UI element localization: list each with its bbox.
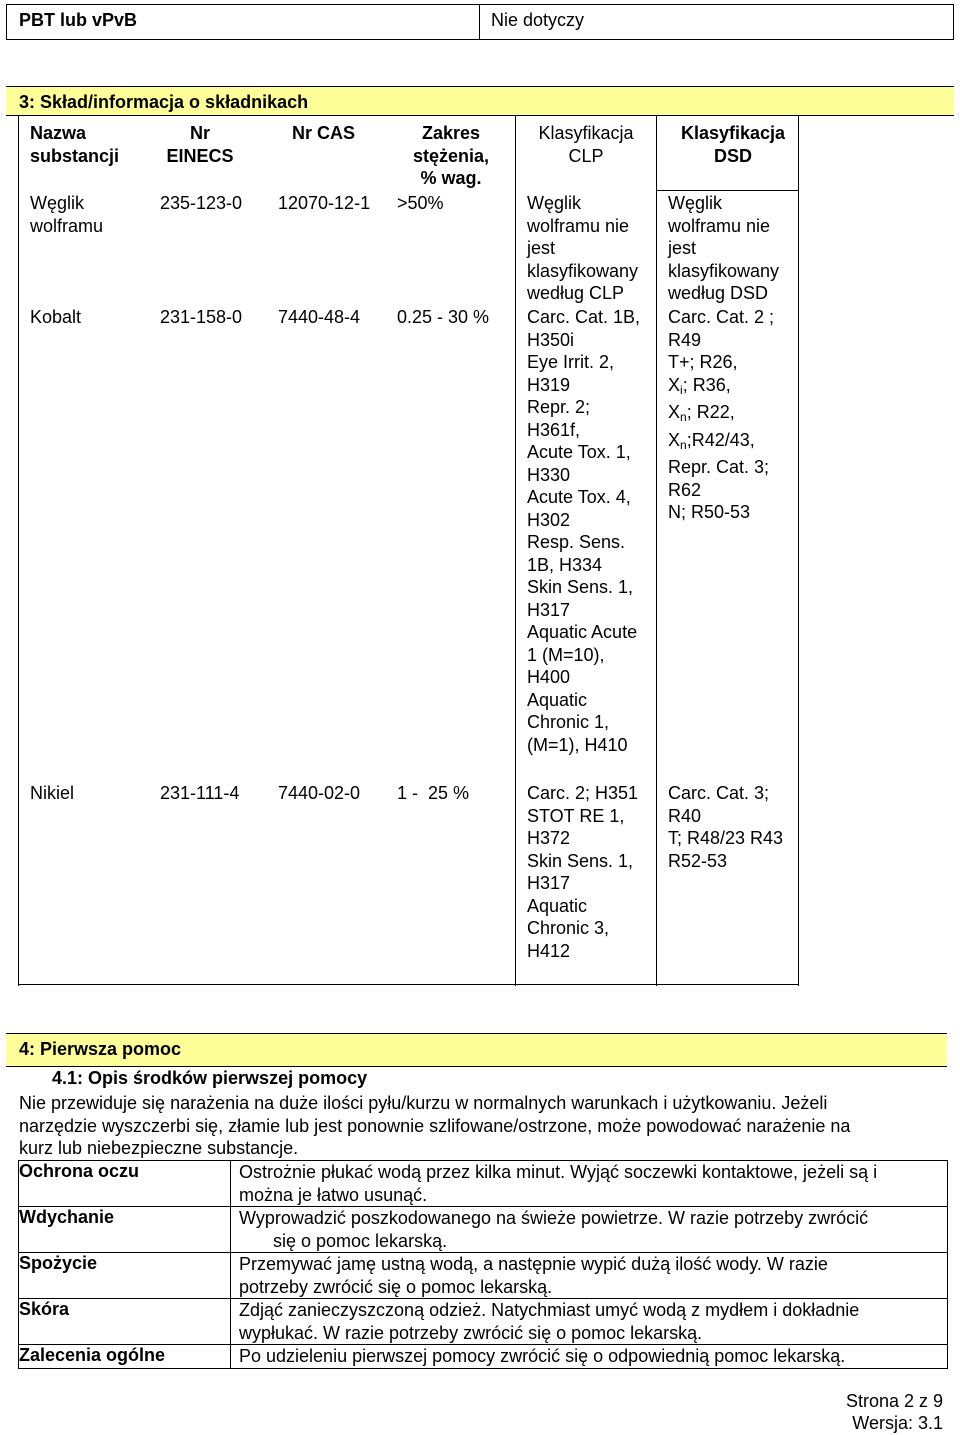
ingestion-text: Przemywać jamę ustną wodą, a następnie wypić dużą ilość wody. W razie potrzeby zwrócić się o pomoc lekarską.: [239, 1254, 828, 1297]
row-1-cas: 12070-12-1: [278, 193, 371, 213]
row-3-clp: Carc. 2; H351 STOT RE 1, H372 Skin Sens. 1, H317 Aquatic Chronic 3, H412: [527, 783, 639, 961]
ingestion-label: Spożycie: [19, 1253, 98, 1273]
header-clp: Klasyfikacja CLP: [538, 123, 634, 166]
page-number: Strona 2 z 9: [845, 1391, 943, 1411]
row-2-cas: 7440-48-4: [278, 307, 361, 327]
version: Wersja: 3.1: [852, 1413, 943, 1433]
row-2-clp: Carc. Cat. 1B, H350i Eye Irrit. 2, H319 Repr. 2; H361f, Acute Tox. 1, H330 Acute Tox. 4, H302 Resp. Sens. 1B, H334 Skin Sens. 1, H317 Aquatic Acute 1 (M=10), H400 Aquatic Chronic 1, (M=1), H410: [527, 307, 641, 755]
general-label: Zalecenia ogólne: [19, 1345, 166, 1365]
row-1-dsd: Węglik wolframu nie jest klasyfikowany według DSD: [668, 193, 780, 303]
eyes-text: Ostrożnie płukać wodą przez kilka minut. Wyjąć soczewki kontaktowe, jeżeli są i można je łatwo usunąć.: [239, 1162, 878, 1205]
header-dsd: Klasyfikacja DSD: [680, 123, 786, 166]
row-2-range: 0.25 - 30 %: [397, 307, 490, 327]
row-2-name: Kobalt: [30, 307, 82, 327]
header-name: Nazwa substancji: [30, 123, 120, 166]
row-1-clp: Węglik wolframu nie jest klasyfikowany według CLP: [527, 193, 639, 303]
section-4-paragraph: Nie przewiduje się narażenia na duże ilości pyłu/kurzu w normalnych warunkach i użytkowaniu. Jeżeli narzędzie wyszczerbi się, złamie lub jest ponownie szlifowane/ostrzone, może powodować narażenie na kurz lub niebezpieczne substancje.: [19, 1093, 851, 1158]
row-1-einecs: 235-123-0: [160, 193, 243, 213]
row-3-range: 1 - 25 %: [397, 783, 470, 803]
header-range: Zakres stężenia, % wag.: [412, 123, 490, 188]
general-text: Po udzieleniu pierwszej pomocy zwrócić się o odpowiednią pomoc lekarską.: [239, 1346, 846, 1366]
pbt-value: Nie dotyczy: [491, 10, 585, 30]
header-einecs: Nr EINECS: [166, 123, 234, 166]
inhalation-label: Wdychanie: [19, 1207, 115, 1227]
skin-label: Skóra: [19, 1299, 70, 1319]
row-3-einecs: 231-111-4: [160, 783, 240, 803]
skin-text: Zdjąć zanieczyszczoną odzież. Natychmiast umyć wodą z mydłem i dokładnie wypłukać. W razie potrzeby zwrócić się o pomoc lekarską.: [239, 1300, 860, 1343]
section-3-title: 3: Skład/informacja o składnikach: [19, 92, 309, 112]
inhalation-text: Wyprowadzić poszkodowanego na świeże powietrze. W razie potrzeby zwrócić się o pomoc lekarską.: [239, 1208, 869, 1251]
row-2-einecs: 231-158-0: [160, 307, 243, 327]
row-3-dsd: Carc. Cat. 3; R40 T; R48/23 R43 R52-53: [668, 783, 784, 871]
section-4-1-title: 4.1: Opis środków pierwszej pomocy: [52, 1068, 368, 1088]
row-1-name: Węglik wolframu: [30, 193, 104, 236]
section-4-title: 4: Pierwsza pomoc: [19, 1039, 182, 1059]
row-3-name: Nikiel: [30, 783, 75, 803]
row-2-dsd: Carc. Cat. 2 ; R49 T+; R26, $X_i$; R36, $X_n$; R22, $X_n;R42/43$, Repr. Cat. 3; R62 N; R50-53: [668, 307, 775, 522]
row-3-cas: 7440-02-0: [278, 783, 361, 803]
header-cas: Nr CAS: [292, 123, 356, 143]
eyes-label: Ochrona oczu: [19, 1161, 140, 1181]
row-1-range: >50%: [397, 193, 444, 213]
pbt-label: PBT lub vPvB: [19, 10, 138, 30]
page-info: [846, 1390, 943, 1434]
